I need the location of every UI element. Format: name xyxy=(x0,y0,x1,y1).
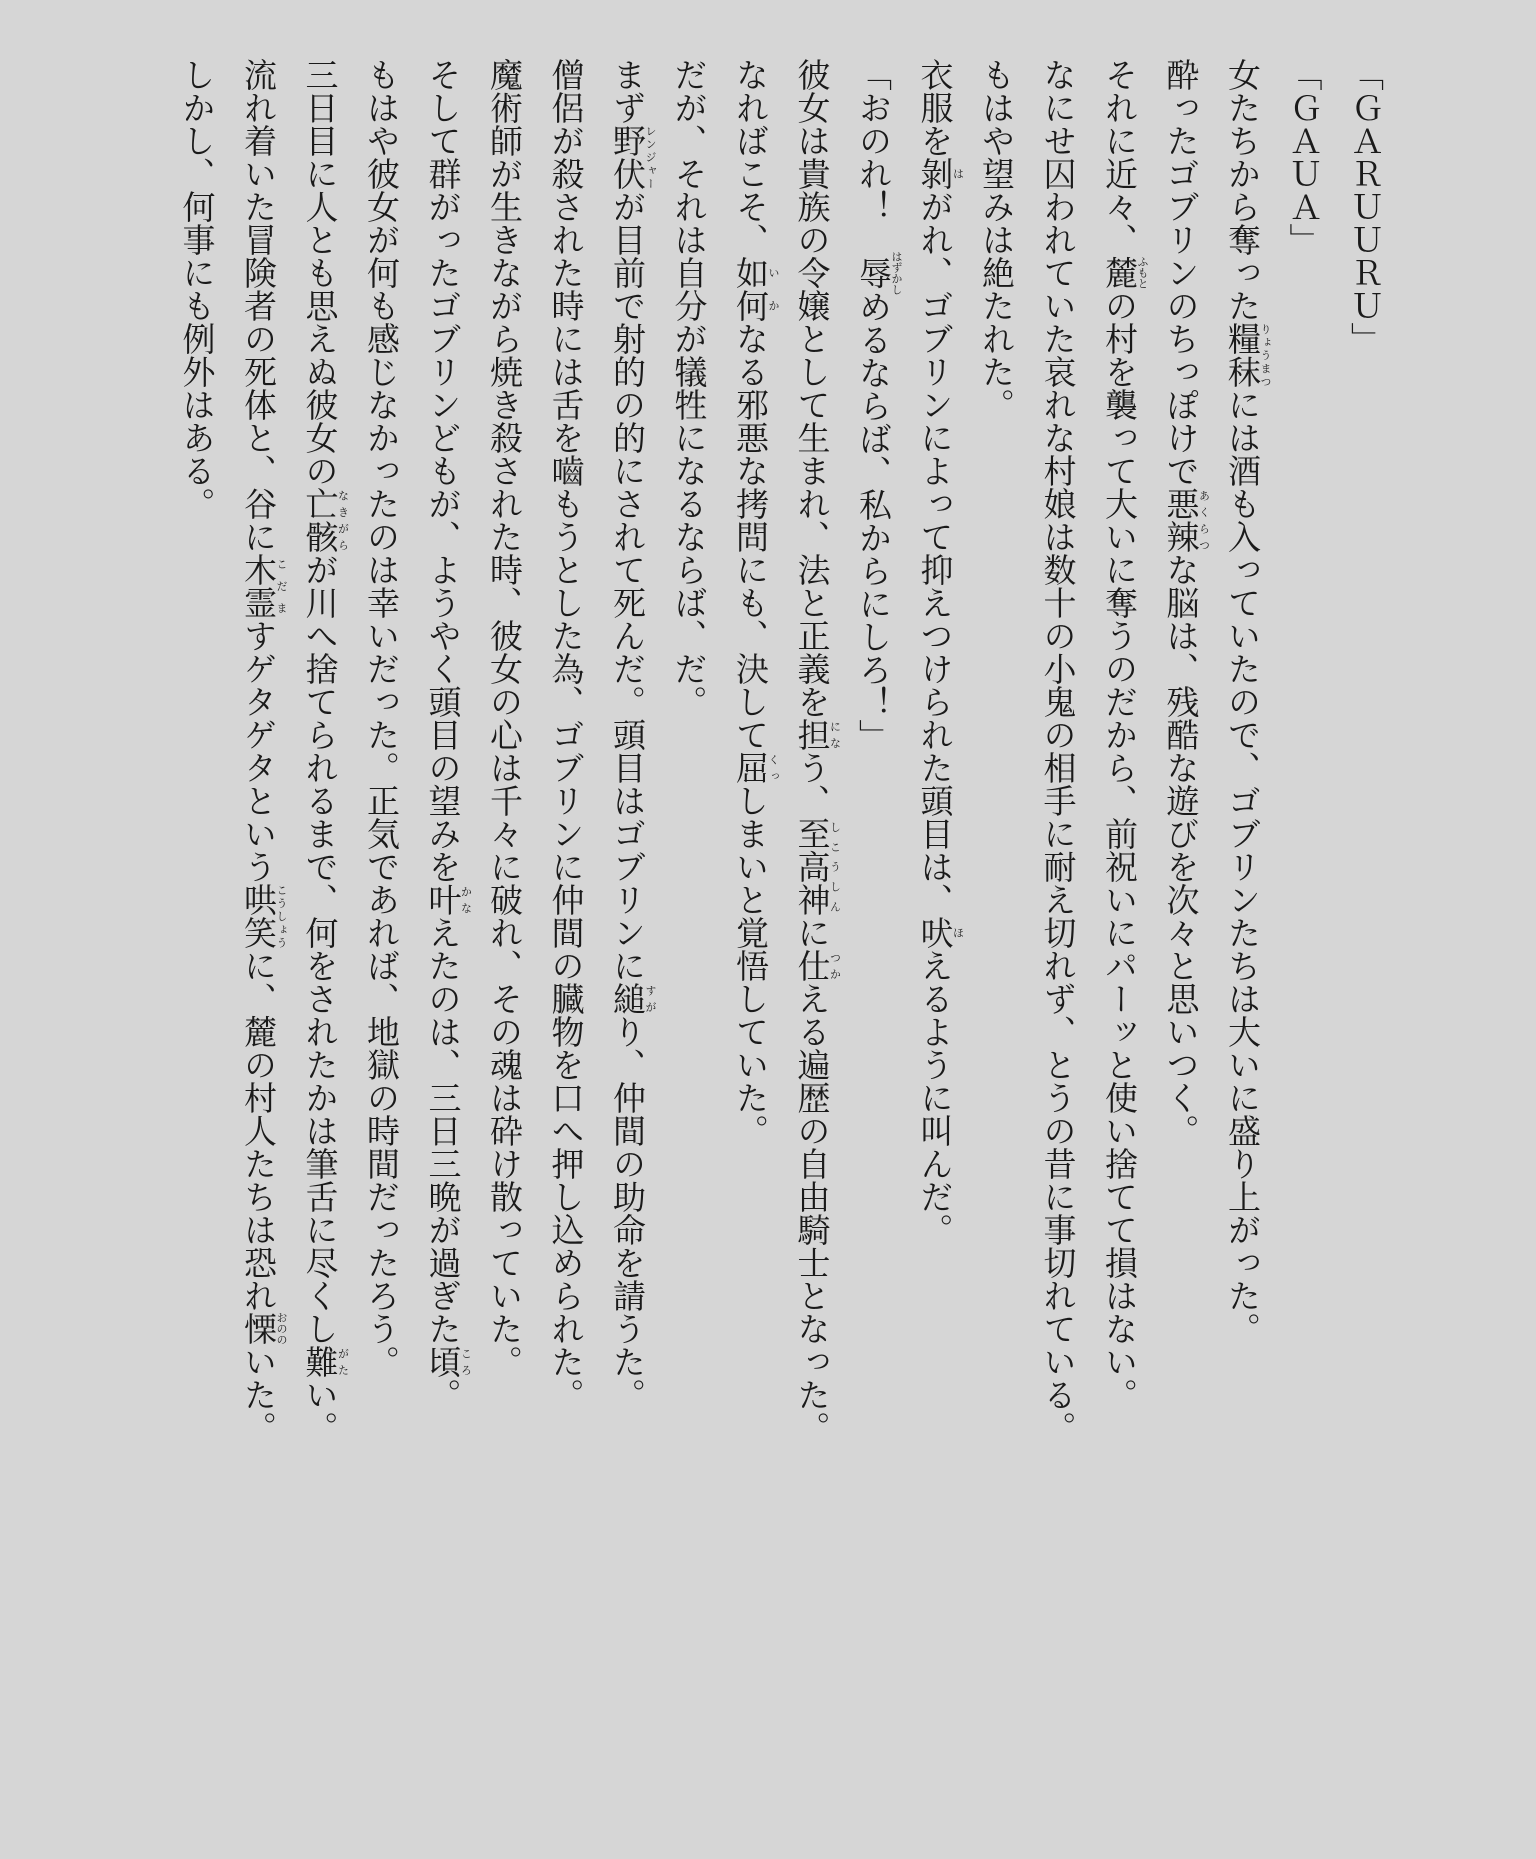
ruby-reading: すが xyxy=(644,982,657,1015)
ruby-reading: くっ xyxy=(767,751,780,784)
ruby-base: 糧秣 xyxy=(1223,322,1262,388)
ruby-base: 難 xyxy=(300,1345,340,1378)
text-line xyxy=(658,58,720,1758)
text-run: それに近々、 xyxy=(1100,58,1139,256)
text-run: めるならば、私からにしろ！」 xyxy=(854,290,893,752)
ruby-word xyxy=(915,157,965,190)
text-run: 「ＧＡＲＵＵＲＵ」 xyxy=(1346,58,1385,355)
ruby-base: 叶 xyxy=(423,883,463,916)
text-line xyxy=(1212,58,1274,1758)
ruby-reading: は xyxy=(951,157,965,190)
text-run: いた。 xyxy=(239,1345,278,1444)
ruby-reading: こだま xyxy=(275,553,288,619)
text-run: が目前で射的の的にされて死んだ。頭目はゴブリンに xyxy=(608,190,647,982)
ruby-reading: ほ xyxy=(951,916,965,949)
text-line xyxy=(1150,58,1212,1758)
ruby-word xyxy=(792,817,842,916)
vertical-text-block xyxy=(166,58,1396,1758)
text-line xyxy=(412,58,474,1758)
text-run: 女たちから奪った xyxy=(1223,58,1262,322)
text-run: なればこそ、 xyxy=(731,58,770,256)
ruby-reading: かな xyxy=(459,883,473,916)
ruby-word xyxy=(423,883,473,916)
text-run: そして群がったゴブリンどもが、ようやく頭目の望みを xyxy=(423,58,463,883)
ruby-base: 屈 xyxy=(731,751,770,784)
ruby-word xyxy=(300,487,350,553)
ruby-reading: ころ xyxy=(459,1345,473,1378)
text-run: に xyxy=(792,916,832,949)
text-run: な脳は、残酷な遊びを次々と思いつく。 xyxy=(1161,553,1201,1147)
text-run: の村を襲って大いに奪うのだから、前祝いにパーッと使い捨てて損はない。 xyxy=(1100,289,1139,1411)
ruby-base: 吠 xyxy=(915,916,955,949)
ruby-base: 麓 xyxy=(1100,256,1139,289)
text-run: だが、それは自分が犠牲になるならば、だ。 xyxy=(669,58,709,718)
text-run: 僧侶が殺された時には舌を嚙もうとした為、ゴブリンに仲間の臓物を口へ押し込められた。 xyxy=(546,58,586,1411)
text-run: 「ＧＡＵＡ」 xyxy=(1284,58,1324,256)
ruby-word xyxy=(1161,487,1211,553)
ruby-reading: がた xyxy=(336,1345,350,1378)
text-run: に、麓の村人たちは恐れ xyxy=(239,949,278,1312)
ruby-reading: いか xyxy=(767,256,780,322)
text-run: い。 xyxy=(300,1378,340,1444)
text-line xyxy=(781,58,843,1758)
ruby-reading: あくらつ xyxy=(1197,487,1211,553)
text-run: 衣服を xyxy=(915,58,955,157)
ruby-word xyxy=(608,982,657,1015)
text-line xyxy=(1089,58,1151,1758)
text-line xyxy=(474,58,536,1758)
text-line xyxy=(1027,58,1089,1758)
ruby-base: 如何 xyxy=(731,256,770,322)
ruby-base: 亡骸 xyxy=(300,487,340,553)
text-run: 魔術師が生きながら焼き殺された時、彼女の心は千々に破れ、その魂は砕け散っていた。 xyxy=(485,58,524,1378)
text-run: 酔ったゴブリンのちっぽけで xyxy=(1161,58,1201,487)
ruby-base: 慄 xyxy=(239,1312,278,1345)
ruby-word xyxy=(608,124,657,190)
ruby-word xyxy=(239,1312,288,1345)
text-run: まず xyxy=(608,58,647,124)
text-run: しかし、何事にも例外はある。 xyxy=(177,58,217,520)
text-line xyxy=(228,58,290,1758)
ruby-reading: りょうまつ xyxy=(1259,322,1272,388)
text-line xyxy=(1273,58,1335,1758)
text-run: う、 xyxy=(792,751,832,817)
text-run: がれ、ゴブリンによって抑えつけられた頭目は、 xyxy=(915,190,955,916)
text-line xyxy=(166,58,228,1758)
ruby-word xyxy=(731,751,780,784)
text-line xyxy=(351,58,413,1758)
text-run: える遍歴の自由騎士となった。 xyxy=(792,982,832,1444)
ruby-word xyxy=(792,949,842,982)
ruby-base: 至高神 xyxy=(792,817,832,916)
text-run: 流れ着いた冒険者の死体と、谷に xyxy=(239,58,278,553)
text-run: 三日目に人とも思えぬ彼女の xyxy=(300,58,340,487)
text-run: すゲタゲタという xyxy=(239,619,278,883)
text-run: 「おのれ！ xyxy=(854,58,893,256)
text-line xyxy=(843,58,905,1758)
ruby-word xyxy=(792,718,842,751)
text-run: が川へ捨てられるまで、何をされたかは筆舌に尽くし xyxy=(300,553,340,1345)
ruby-word xyxy=(239,883,288,949)
ruby-word xyxy=(1100,256,1149,289)
text-line xyxy=(535,58,597,1758)
ruby-base: 木霊 xyxy=(239,553,278,619)
ruby-word xyxy=(423,1345,473,1378)
ruby-reading: はずかし xyxy=(890,251,903,295)
ruby-base: 仕 xyxy=(792,949,832,982)
text-run: しまいと覚悟していた。 xyxy=(731,784,770,1147)
text-run: えるように叫んだ。 xyxy=(915,949,955,1246)
text-run: り、仲間の助命を請うた。 xyxy=(608,1015,647,1411)
ruby-base: 頃 xyxy=(423,1345,463,1378)
ruby-reading: なきがら xyxy=(336,487,350,553)
text-run: なる邪悪な拷問にも、決して xyxy=(731,322,770,751)
ruby-base: 担 xyxy=(792,718,832,751)
ruby-word xyxy=(915,916,965,949)
text-line xyxy=(904,58,966,1758)
ruby-reading: にな xyxy=(828,718,842,751)
text-line xyxy=(720,58,782,1758)
text-run: もはや望みは絶たれた。 xyxy=(977,58,1016,421)
text-run: えたのは、三日三晩が過ぎた xyxy=(423,916,463,1345)
ruby-reading: おのの xyxy=(275,1312,288,1345)
ruby-base: 悪辣 xyxy=(1161,487,1201,553)
text-line xyxy=(966,58,1028,1758)
ruby-word xyxy=(239,553,288,619)
ruby-base: 野伏 xyxy=(608,124,647,190)
ruby-base: 辱 xyxy=(854,251,893,295)
ruby-reading: こうしょう xyxy=(275,883,288,949)
ruby-reading: ふもと xyxy=(1136,256,1149,289)
text-line xyxy=(597,58,659,1758)
ruby-word xyxy=(300,1345,350,1378)
text-line xyxy=(1335,58,1397,1758)
ruby-reading: しこうしん xyxy=(828,817,842,916)
ruby-word xyxy=(854,251,903,295)
text-run: なにせ囚われていた哀れな村娘は数十の小鬼の相手に耐え切れず、とうの昔に事切れている。 xyxy=(1038,58,1078,1444)
ruby-base: 哄笑 xyxy=(239,883,278,949)
text-line xyxy=(289,58,351,1758)
ruby-base: 剝 xyxy=(915,157,955,190)
ruby-reading: つか xyxy=(828,949,842,982)
ruby-base: 縋 xyxy=(608,982,647,1015)
ruby-word xyxy=(731,256,780,322)
text-run: 彼女は貴族の令嬢として生まれ、法と正義を xyxy=(792,58,832,718)
ruby-reading: レンジャー xyxy=(644,124,657,190)
ruby-word xyxy=(1223,322,1272,388)
text-run: には酒も入っていたので、ゴブリンたちは大いに盛り上がった。 xyxy=(1223,388,1262,1345)
text-run: もはや彼女が何も感じなかったのは幸いだった。正気であれば、地獄の時間だったろう。 xyxy=(362,58,401,1378)
text-run: 。 xyxy=(423,1378,463,1411)
